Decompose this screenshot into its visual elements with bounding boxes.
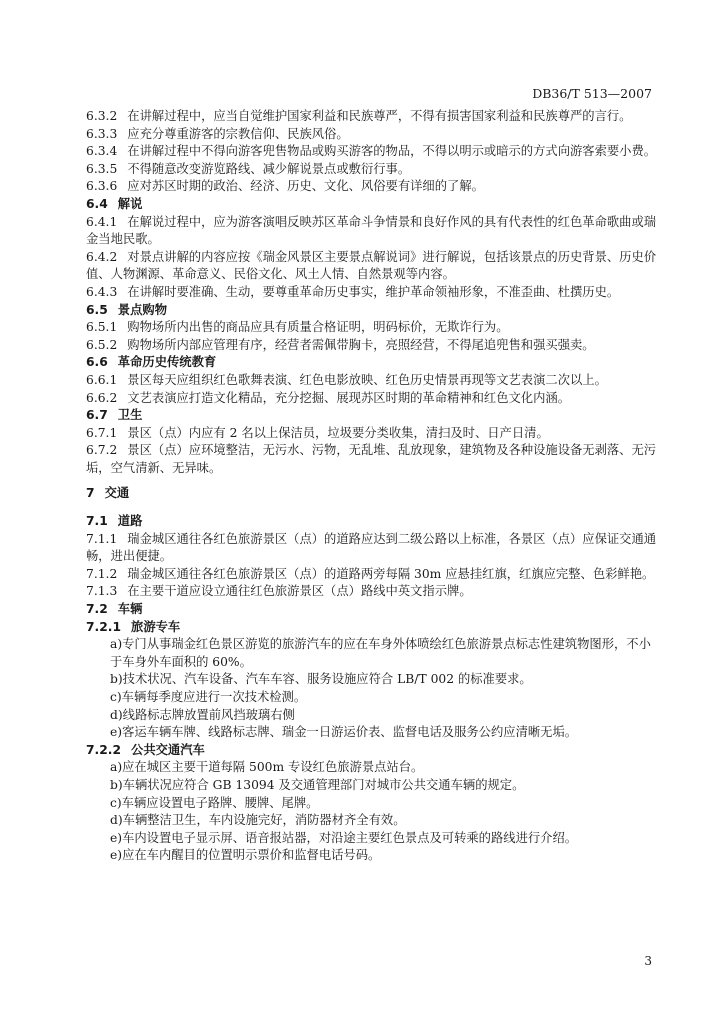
clause-number: 6.7.1 xyxy=(86,425,118,440)
clause-number: 6.4.2 xyxy=(86,249,118,264)
clause-item xyxy=(86,390,658,408)
clause-number: 6.5.1 xyxy=(86,320,118,335)
clause-item xyxy=(86,337,658,355)
section-heading xyxy=(86,513,658,531)
document-body xyxy=(86,108,658,865)
sub-item: d)车辆整洁卫生，车内设施完好，消防器材齐全有效。 xyxy=(110,813,406,828)
clause-number: 6.3.4 xyxy=(86,144,118,159)
clause-text: 文艺表演应打造文化精品，充分挖掘、展现苏区时期的革命精神和红色文化内涵。 xyxy=(127,390,570,405)
clause-item xyxy=(86,108,658,126)
clause-text: 在讲解过程中，应当自觉维护国家利益和民族尊严，不得有损害国家利益和民族尊严的言行。 xyxy=(127,109,632,123)
sub-item: c)车辆每季度应进行一次技术检测。 xyxy=(110,690,307,704)
heading-title: 旅游专车 xyxy=(131,619,181,634)
clause-number: 6.4.3 xyxy=(86,284,118,299)
clause-text: 在解说过程中，应为游客演唱反映苏区革命斗争情景和良好作风的具有代表性的红色革命歌曲或瑞金当地民歌。 xyxy=(86,214,657,247)
heading-title: 道路 xyxy=(117,514,143,529)
clause-text: 购物场所内出售的商品应具有质量合格证明，明码标价，无欺诈行为。 xyxy=(127,320,509,335)
clause-number: 7.1.3 xyxy=(86,584,118,599)
clause-item xyxy=(86,566,658,584)
clause-text: 在讲解过程中不得向游客兜售物品或购买游客的物品，不得以明示或暗示的方式向游客索要小费。 xyxy=(127,144,657,159)
heading-title: 车辆 xyxy=(117,602,143,617)
clause-number: 6.3.5 xyxy=(86,161,118,176)
clause-item xyxy=(86,143,658,161)
heading-title: 卫生 xyxy=(117,408,143,423)
sub-item: a)应在城区主要干道每隔 500m 专设红色旅游景点站台。 xyxy=(110,760,424,775)
heading-title: 公共交通汽车 xyxy=(131,742,205,757)
heading-number: 7.2.1 xyxy=(86,619,122,634)
section-heading xyxy=(86,302,658,320)
clause-text: 不得随意改变游览路线、减少解说景点或敷衍行事。 xyxy=(127,161,411,176)
heading-number: 6.5 xyxy=(86,302,108,317)
clause-text: 景区（点）内应有 2 名以上保洁员，垃圾要分类收集，清扫及时、日产日清。 xyxy=(127,425,549,440)
clause-item xyxy=(86,425,658,443)
clause-number: 6.5.2 xyxy=(86,337,118,352)
clause-text: 瑞金城区通往各红色旅游景区（点）的道路应达到二级公路以上标准，各景区（点）应保证交通通畅，进出便捷。 xyxy=(86,531,657,564)
clause-number: 6.6.2 xyxy=(86,390,118,405)
heading-title: 解说 xyxy=(117,196,143,211)
sub-item: e)应在车内醒目的位置明示票价和监督电话号码。 xyxy=(110,848,381,863)
clause-text: 购物场所内部应管理有序，经营者需佩带胸卡，亮照经营，不得尾追兜售和强买强卖。 xyxy=(127,337,595,352)
clause-number: 6.3.3 xyxy=(86,126,118,141)
heading-number: 7.1 xyxy=(86,514,108,529)
clause-text: 应充分尊重游客的宗教信仰、民族风俗。 xyxy=(127,126,349,141)
sub-item: b)车辆状况应符合 GB 13094 及交通管理部门对城市公共交通车辆的规定。 xyxy=(110,777,525,792)
clause-text: 景区每天应组织红色歌舞表演、红色电影放映、红色历史情景再现等文艺表演二次以上。 xyxy=(127,372,607,387)
clause-number: 6.7.2 xyxy=(86,443,118,458)
sub-item: e)客运车辆车牌、线路标志牌、瑞金一日游运价表、监督电话及服务公约应清晰无垢。 xyxy=(110,725,578,740)
section-heading xyxy=(86,354,658,372)
clause-item xyxy=(86,249,658,284)
page-number: 3 xyxy=(644,954,652,968)
clause-number: 6.4.1 xyxy=(86,214,118,229)
section-heading xyxy=(86,407,658,425)
section-heading xyxy=(86,742,658,760)
section-heading xyxy=(86,196,658,214)
heading-title: 革命历史传统教育 xyxy=(117,355,217,370)
clause-number: 7.1.2 xyxy=(86,566,118,581)
heading-number: 7.2 xyxy=(86,602,108,617)
section-heading xyxy=(86,619,658,637)
clause-text: 对景点讲解的内容应按《瑞金风景区主要景点解说词》进行解说，包括该景点的历史背景、历史价值、人物渊源、革命意义、民俗文化、风土人情、自然景观等内容。 xyxy=(86,249,657,282)
clause-item xyxy=(86,442,658,477)
sub-item: c)车辆应设置电子路牌、腰牌、尾牌。 xyxy=(110,795,319,810)
clause-number: 7.1.1 xyxy=(86,531,118,546)
clause-item xyxy=(86,372,658,390)
clause-text: 瑞金城区通往各红色旅游景区（点）的道路两旁每隔 30m 应悬挂红旗，红旗应完整、色彩鲜艳。 xyxy=(127,566,655,581)
chapter-heading xyxy=(86,485,658,503)
clause-text: 应对苏区时期的政治、经济、历史、文化、风俗要有详细的了解。 xyxy=(127,179,484,194)
clause-number: 6.3.6 xyxy=(86,179,118,194)
clause-text: 在讲解时要准确、生动，要尊重革命历史事实，维护革命领袖形象，不准歪曲、杜撰历史。 xyxy=(127,284,620,299)
heading-title: 景点购物 xyxy=(117,302,167,317)
sub-item: b)技术状况、汽车设备、汽车车容、服务设施应符合 LB/T 002 的标准要求。 xyxy=(110,672,532,687)
clause-item xyxy=(86,178,658,196)
heading-number: 6.4 xyxy=(86,196,108,211)
clause-number: 6.6.1 xyxy=(86,372,118,387)
heading-number: 7 xyxy=(86,486,95,501)
clause-item xyxy=(86,284,658,302)
clause-item xyxy=(86,161,658,179)
clause-text: 在主要干道应设立通往红色旅游景区（点）路线中英文指示牌。 xyxy=(127,584,472,599)
sub-item: d)线路标志牌放置前风挡玻璃右侧 xyxy=(110,707,295,722)
clause-item xyxy=(86,531,658,566)
clause-text: 景区（点）应环境整洁，无污水、污物，无乱堆、乱放现象，建筑物及各种设施设备无剥落、无污垢，空气清新、无异味。 xyxy=(86,443,657,475)
sub-item: e)车内设置电子显示屏、语音报站器，对沿途主要红色景点及可转乘的路线进行介绍。 xyxy=(110,830,578,845)
section-heading xyxy=(86,601,658,619)
clause-item xyxy=(86,583,658,601)
heading-number: 6.6 xyxy=(86,355,108,370)
clause-item xyxy=(86,126,658,144)
clause-number: 6.3.2 xyxy=(86,109,118,123)
heading-number: 6.7 xyxy=(86,408,108,423)
sub-item: a)专门从事瑞金红色景区游览的旅游汽车的应在车身外体喷绘红色旅游景点标志性建筑物图形，不小于车身外车面积的 60%。 xyxy=(110,637,651,669)
clause-item xyxy=(86,319,658,337)
doc-code-header: DB36/T 513—2007 xyxy=(532,86,652,101)
clause-item xyxy=(86,214,658,249)
heading-title: 交通 xyxy=(104,486,130,501)
heading-number: 7.2.2 xyxy=(86,742,122,757)
